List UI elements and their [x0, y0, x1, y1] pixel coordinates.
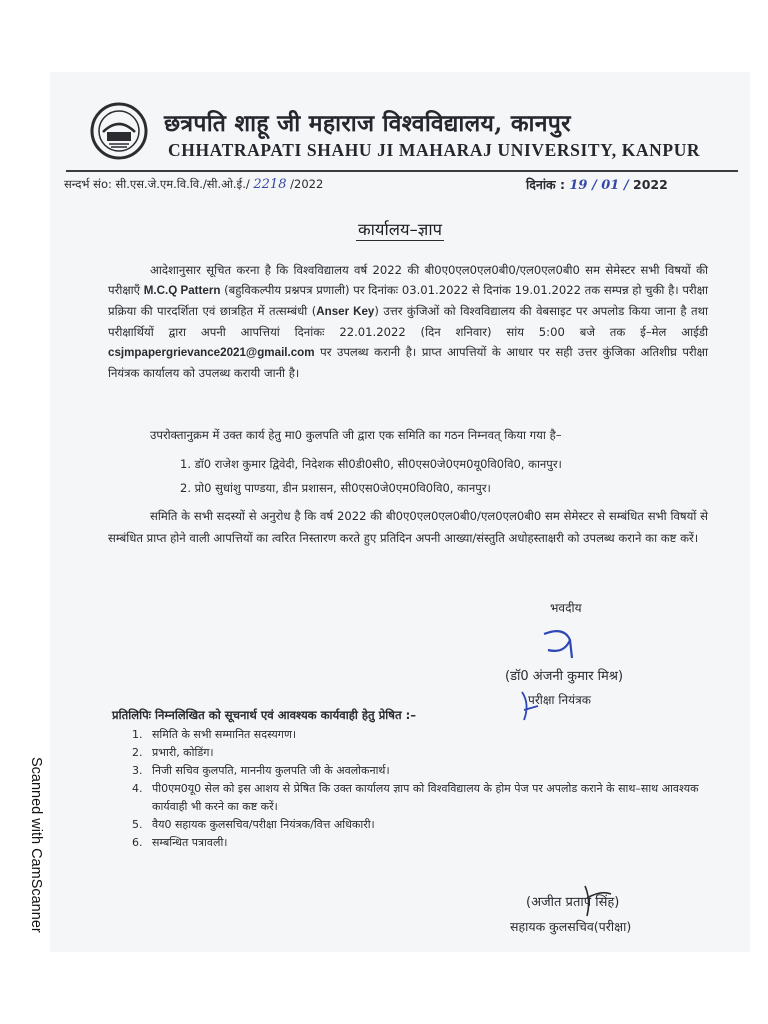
copy-to-item [132, 762, 732, 780]
reference-year: /2022 [290, 177, 324, 191]
copy-item-number: 6. [132, 836, 143, 849]
committee-members-list [180, 452, 720, 500]
reference-handwritten-number: 2218 [253, 177, 287, 192]
copy-to-item [132, 834, 732, 852]
copy-to-list [132, 726, 732, 852]
copy-to-item [132, 744, 732, 762]
copy-to-item [132, 726, 732, 744]
document-title-text: कार्यालय–ज्ञाप [357, 220, 443, 239]
date-year: 2022 [633, 177, 668, 192]
controller-designation: परीक्षा नियंत्रक [528, 693, 591, 707]
scanner-watermark-text: Scanned with CamScanner [28, 757, 44, 933]
para1-part-a: आदेशानुसार सूचित करना है कि विश्वविद्यालय वर्ष 2022 की बी0ए0एल0एल0बी0/एल0एल0बी0 सम सेमेस्टर सभी विषयों की परीक्षाएँ [108, 263, 708, 297]
notice-paragraph-2: समिति के सभी सदस्यों से अनुरोध है कि वर्ष 2022 की बी0ए0एल0एल0बी0/एल0एल0बी0 सम सेमेस्टर से सम्बंधित सभी विषयों से सम्बंधित प्राप्त होने वाली आपत्तियों का त्वरित निस्तारण करते हुए प्रतिदिन अपनी आख्या/संस्तुति अधोहस्ताक्षरी को उपलब्ध कराने का कष्ट करें। [108, 509, 708, 545]
copy-to-item [132, 816, 732, 834]
notice-paragraph-1 [108, 260, 708, 383]
closing-salutation: भवदीय [550, 601, 582, 615]
document-page [50, 72, 750, 952]
committee-member: 2. प्रो0 सुधांशु पाण्डया, डीन प्रशासन, सी0एस0जे0एम0वि0वि0, कानपुर। [180, 481, 491, 495]
date-label: दिनांक : [526, 177, 566, 192]
scanner-watermark [8, 0, 42, 1024]
letterhead [50, 72, 750, 172]
mcq-pattern-label: M.C.Q Pattern [143, 284, 221, 297]
committee-member: 1. डॉ0 राजेश कुमार द्विवेदी, निदेशक सी0डी0सी0, सी0एस0जे0एम0यू0वि0वि0, कानपुर। [180, 457, 562, 471]
controller-signature [534, 624, 604, 664]
reference-number [64, 177, 323, 192]
committee-intro: उपरोक्तानुक्रम में उक्त कार्य हेतु मा0 कुलपति जी द्वारा एक समिति का गठन निम्नवत् किया गया है– [150, 428, 562, 442]
copy-item-text: पी0एम0यू0 सेल को इस आशय से प्रेषित कि उक्त कार्यालय ज्ञाप को विश्वविद्यालय के होम पेज पर अपलोड कराने के साथ–साथ आवश्यक कार्यवाही भी करने का कष्ट करें। [152, 782, 699, 813]
grievance-email: csjmpapergrievance2021@gmail.com [108, 346, 315, 359]
copy-item-number: 2. [132, 746, 143, 759]
copy-item-number: 1. [132, 728, 143, 741]
copy-item-text: वैय0 सहायक कुलसचिव/परीक्षा नियंत्रक/वित्त अधिकारी। [152, 818, 375, 831]
university-name-english: CHHATRAPATI SHAHU JI MAHARAJ UNIVERSITY, KANPUR [168, 140, 701, 160]
letter-date [526, 176, 668, 193]
document-title [50, 217, 750, 240]
controller-name: (डॉ0 अंजनी कुमार मिश्र) [505, 669, 624, 684]
para1-part-b: (बहुविकल्पीय प्रश्नपत्र प्रणाली) पर दिनांकः 03.01.2022 से दिनांक 19.01.2022 तक सम्पन्न हो चुकी है। परीक्षा प्रक्रिया की पारदर्शिता एवं छात्रहित में तत्सम्बंधी ( [108, 283, 708, 318]
copy-to-heading: प्रतिलिपिः निम्नलिखित को सूचनार्थ एवं आवश्यक कार्यवाही हेतु प्रेषित :– [112, 708, 417, 722]
para1-part-c: ) उत्तर कुंजिओं को विश्वविद्यालय की वेबसाइट पर अपलोड किया जाना है तथा परीक्षार्थियों द्वारा अपनी आपत्तियां दिनांकः 22.01.2022 (दिन शनिवार) सांय 5:00 बजे तक ई–मेल आईडी [108, 304, 708, 339]
para1-part-d: पर उपलब्ध करानी है। प्राप्त आपत्तियों के आधार पर सही उत्तर कुंजिका अतिशीघ्र परीक्षा नियंत्रक कार्यालय को उपलब्ध करायी जानी है। [108, 345, 708, 380]
answer-key-label: Anser Key [316, 305, 375, 318]
university-name-hindi: छत्रपति शाहू जी महाराज विश्वविद्यालय, कानपुर [164, 110, 571, 137]
university-logo-icon [90, 102, 148, 160]
copy-item-number: 4. [132, 782, 143, 795]
assistant-registrar-designation: सहायक कुलसचिव(परीक्षा) [510, 919, 632, 934]
copy-to-item [132, 780, 732, 816]
copy-item-text: प्रभारी, कोडिंग। [152, 746, 214, 759]
copy-item-number: 5. [132, 818, 143, 831]
copy-item-text: सम्बन्धित पत्रावली। [152, 836, 228, 849]
reference-label: सन्दर्भ संo: सी.एस.जे.एम.वि.वि./सी.ओ.ई./ [64, 177, 250, 191]
date-handwritten: 19 / 01 / [569, 178, 629, 193]
assistant-registrar-name: (अजीत प्रताप सिंह) [526, 895, 620, 910]
header-divider [66, 170, 738, 172]
copy-item-number: 3. [132, 764, 143, 777]
copy-item-text: समिति के सभी सम्मानित सदस्यगण। [152, 728, 297, 741]
copy-item-text: निजी सचिव कुलपति, माननीय कुलपति जी के अवलोकनार्थ। [152, 764, 390, 777]
